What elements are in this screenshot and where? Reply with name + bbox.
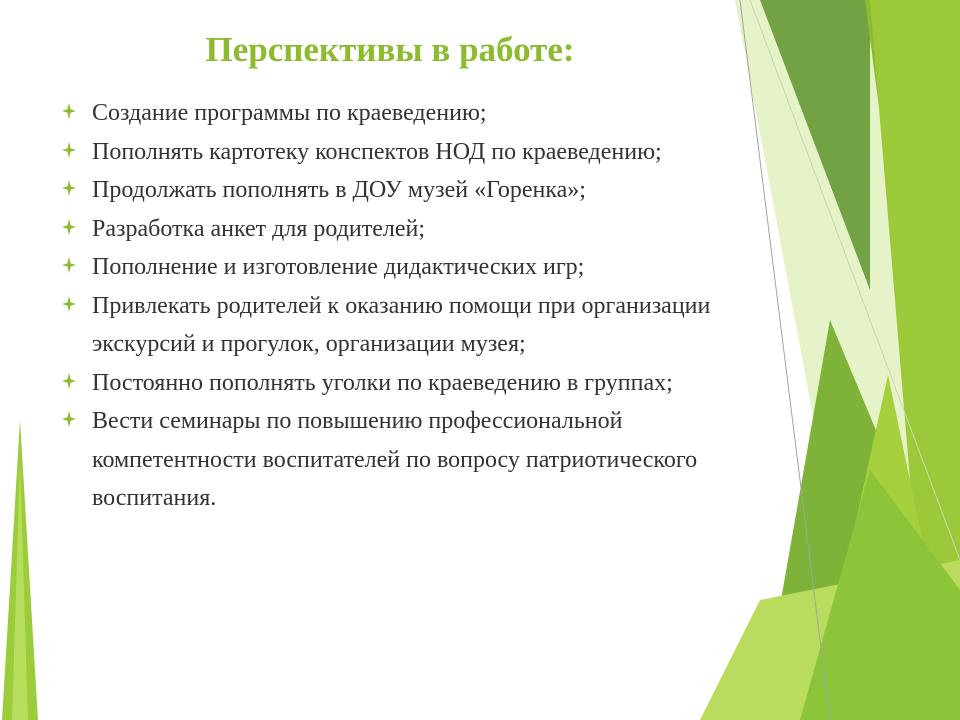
list-item xyxy=(56,94,776,133)
bullet-list xyxy=(56,94,776,518)
list-item xyxy=(56,287,776,364)
diamond-bullet-icon xyxy=(62,219,76,235)
list-item xyxy=(56,171,776,210)
list-item-text: Создание программы по краеведению; xyxy=(92,100,487,126)
diamond-bullet-icon xyxy=(62,142,76,158)
list-item-text: Привлекать родителей к оказанию помощи при организации экскурсий и прогулок, организации музея; xyxy=(92,292,711,357)
list-item-text: Постоянно пополнять уголки по краеведению в группах; xyxy=(92,369,673,396)
list-item-text: Продолжать пополнять в ДОУ музей «Горенка»; xyxy=(92,177,586,203)
diamond-bullet-icon xyxy=(62,103,76,119)
list-item-text: Пополнение и изготовление дидактических игр; xyxy=(92,254,585,280)
list-item-text: Разработка анкет для родителей; xyxy=(92,215,426,242)
slide-title: Перспективы в работе: xyxy=(205,30,575,69)
list-item-text: Вести семинары по повышению профессиональной компетентности воспитателей по вопросу патриотического воспитания. xyxy=(92,408,698,511)
list-item xyxy=(56,133,776,172)
diamond-bullet-icon xyxy=(62,373,76,389)
list-item xyxy=(56,364,776,403)
diamond-bullet-icon xyxy=(62,296,76,312)
list-item-text: Пополнять картотеку конспектов НОД по краеведению; xyxy=(92,138,662,165)
list-item xyxy=(56,248,776,287)
diamond-bullet-icon xyxy=(62,257,76,273)
diamond-bullet-icon xyxy=(62,180,76,196)
list-item xyxy=(56,210,776,249)
diamond-bullet-icon xyxy=(62,411,76,427)
list-item xyxy=(56,402,776,518)
